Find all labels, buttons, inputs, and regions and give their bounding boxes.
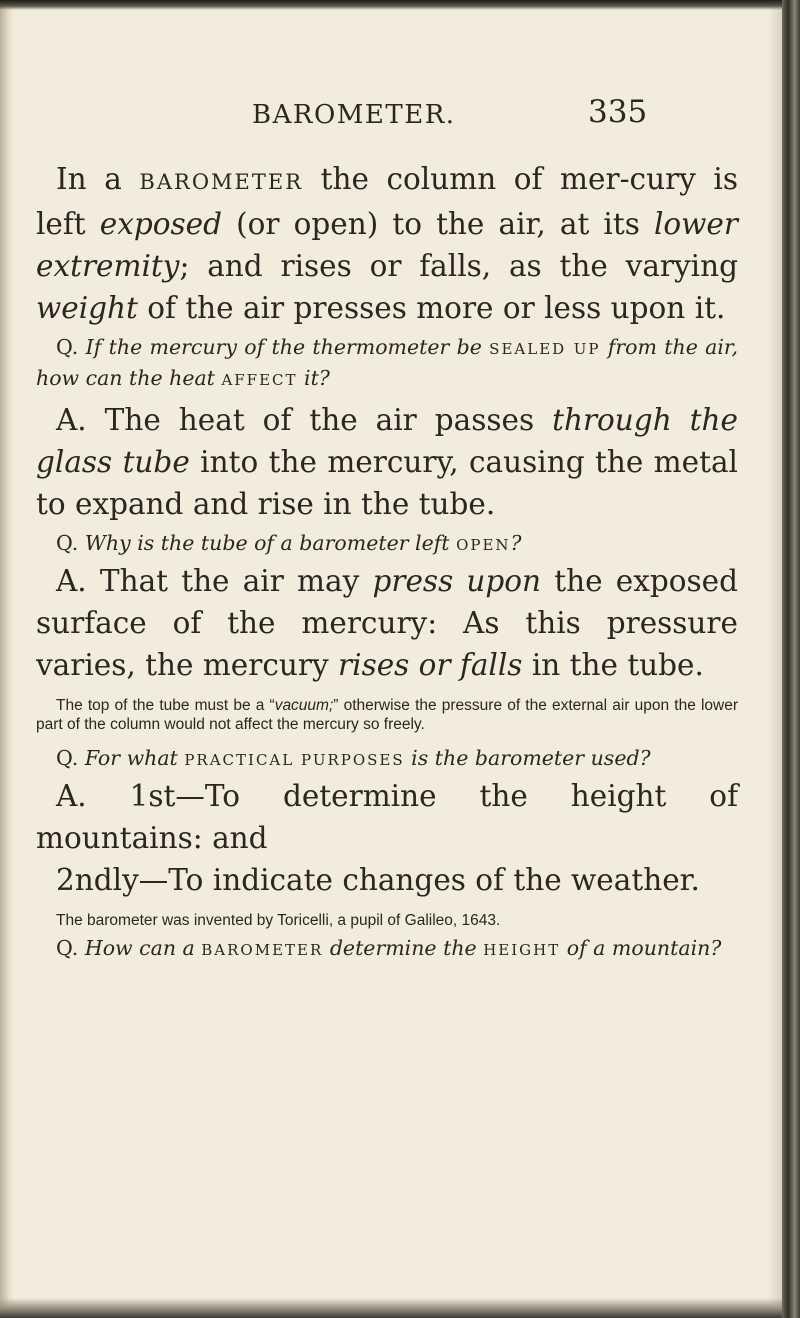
answer-air-press-upon: A. That the air may press upon the exposed surface of the mercury: As this pressure varies, the mercury rises or falls in the tube. [36,564,738,682]
answer-uses-first: A. 1st—To determine the height of mountains: and [36,779,738,855]
running-head-title: BAROMETER. [252,100,456,130]
paragraph-barometer-intro: In a BAROMETER the column of mer-cury is left exposed (or open) to the air, at its lower extremity; and rises or falls, as the varying weight of the air presses more or less upon it. [36,162,738,325]
question-height-of-mountain: Q. How can a BAROMETER determine the HEIGHT of a mountain? [56,936,722,960]
question-label: Q. [56,531,79,555]
page-number: 335 [588,94,648,130]
question-thermometer-sealed: Q. If the mercury of the thermometer be SEALED UP from the air, how can the heat AFFECT it? [36,335,738,390]
question-label: Q. [56,335,79,359]
page-body [36,158,738,965]
question-label: Q. [56,936,79,960]
running-head [0,94,782,140]
question-practical-purposes: Q. For what PRACTICAL PURPOSES is the barometer used? [56,746,651,770]
question-tube-left-open: Q. Why is the tube of a barometer left OPEN? [56,531,522,555]
answer-label: A. [56,779,87,813]
book-fore-edge [782,0,800,1318]
answer-heat-through-glass: A. The heat of the air passes through the glass tube into the mercury, causing the metal to expand and rise in the tube. [36,403,738,521]
answer-label: A. [56,403,87,437]
page-gutter-shadow [0,0,14,1318]
answer-label: A. [56,564,87,598]
page-bottom-edge [0,1298,782,1318]
page-top-edge [0,0,800,10]
term-barometer: BAROMETER [139,170,304,194]
answer-uses-second: 2ndly—To indicate changes of the weather. [56,863,700,897]
footnote-toricelli: The barometer was invented by Toricelli, a pupil of Galileo, 1643. [56,912,501,929]
question-label: Q. [56,746,79,770]
footnote-vacuum: The top of the tube must be a “vacuum;” otherwise the pressure of the external air upon the lower part of the column would not affect the mercury so freely. [36,697,739,733]
